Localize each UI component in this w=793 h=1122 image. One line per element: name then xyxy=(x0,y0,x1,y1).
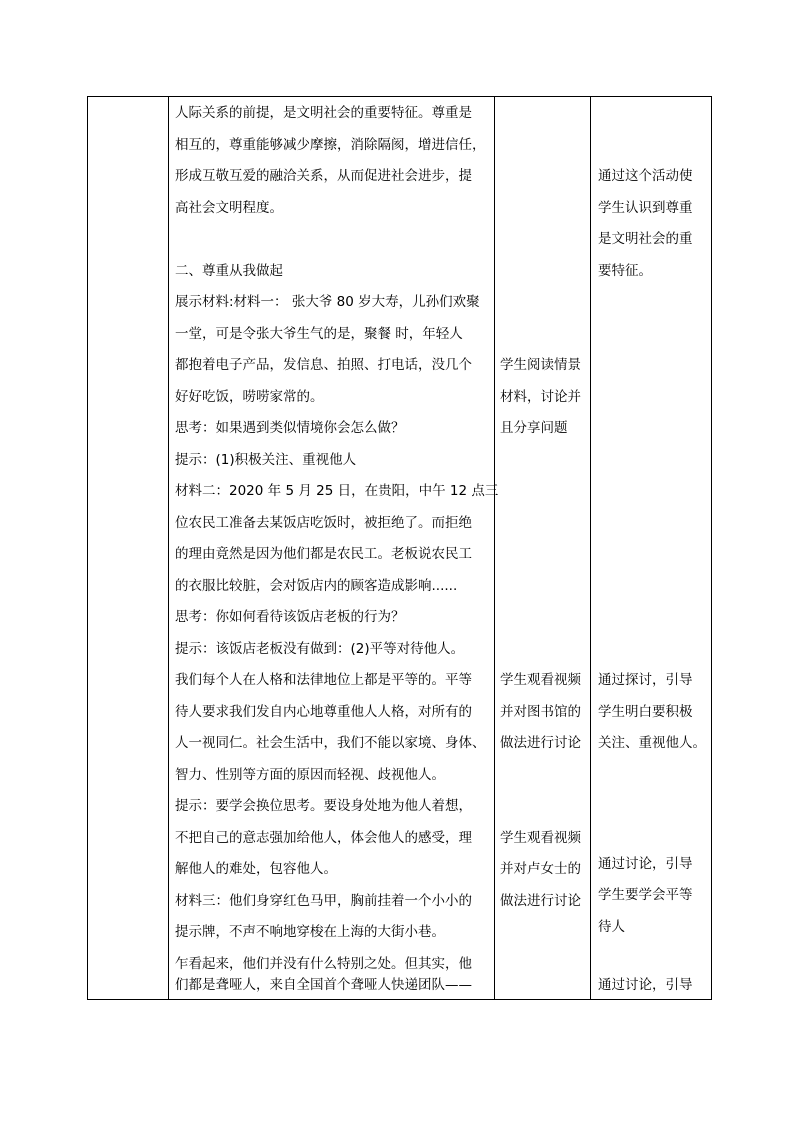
content-line: 提示：(1)积极关注、重视他人 xyxy=(175,452,357,468)
content-line: 材料三：他们身穿红色马甲，胸前挂着一个小小的 xyxy=(175,893,472,909)
intent-line: 学生明白要积极 xyxy=(598,704,693,720)
content-line: 高社会文明程度。 xyxy=(175,200,283,216)
intent-line: 通过讨论，引导 xyxy=(598,977,693,993)
intent-line: 学生认识到尊重 xyxy=(598,200,693,216)
activity-line: 并对图书馆的 xyxy=(500,704,581,720)
activity-line: 学生观看视频 xyxy=(500,830,581,846)
intent-line: 要特征。 xyxy=(598,263,652,279)
content-line: 人一视同仁。社会生活中，我们不能以家境、身体、 xyxy=(175,735,486,751)
content-line: 智力、性别等方面的原因而轻视、歧视他人。 xyxy=(175,767,445,783)
intent-line: 关注、重视他人。 xyxy=(598,735,706,751)
activity-line: 且分享问题 xyxy=(500,420,568,436)
content-line: 们都是聋哑人，来自全国首个聋哑人快递团队—— xyxy=(175,977,472,993)
content-line: 展示材料:材料一： 张大爷 80 岁大寿，儿孙们欢聚 xyxy=(175,294,480,310)
content-line: 人际关系的前提，是文明社会的重要特征。尊重是 xyxy=(175,105,472,121)
content-line: 乍看起来，他们并没有什么特别之处。但其实，他 xyxy=(175,956,472,972)
intent-line: 通过讨论，引导 xyxy=(598,856,693,872)
content-line: 思考：你如何看待该饭店老板的行为？ xyxy=(175,609,405,625)
content-line: 相互的，尊重能够减少摩擦，消除隔阂，增进信任， xyxy=(175,137,486,153)
activity-line: 材料，讨论并 xyxy=(500,389,581,405)
section-heading: 二、尊重从我做起 xyxy=(175,263,283,279)
activity-line: 做法进行讨论 xyxy=(500,893,581,909)
intent-line: 通过这个活动使 xyxy=(598,168,693,184)
activity-line: 学生观看视频 xyxy=(500,672,581,688)
lesson-plan-table xyxy=(87,96,712,1000)
activity-line: 并对卢女士的 xyxy=(500,861,581,877)
content-line: 位农民工准备去某饭店吃饭时，被拒绝了。而拒绝 xyxy=(175,515,472,531)
content-line: 都抱着电子产品，发信息、拍照、打电话，没几个 xyxy=(175,357,472,373)
content-line: 思考：如果遇到类似情境你会怎么做？ xyxy=(175,420,405,436)
content-line: 材料二：2020 年 5 月 25 日，在贵阳，中午 12 点三 xyxy=(175,483,499,499)
content-line: 提示牌，不声不响地穿梭在上海的大街小巷。 xyxy=(175,924,445,940)
blank-column-cell xyxy=(88,97,169,1000)
intent-line: 待人 xyxy=(598,919,625,935)
content-line: 提示：该饭店老板没有做到：(2)平等对待他人。 xyxy=(175,641,465,657)
content-line: 好好吃饭，唠唠家常的。 xyxy=(175,389,324,405)
content-line: 的衣服比较脏，会对饭店内的顾客造成影响...... xyxy=(175,578,458,594)
content-line: 形成互敬互爱的融洽关系，从而促进社会进步，提 xyxy=(175,168,472,184)
content-line: 一堂，可是令张大爷生气的是，聚餐 时，年轻人 xyxy=(175,326,463,342)
teaching-content-cell xyxy=(169,97,499,1000)
content-line: 解他人的难处，包容他人。 xyxy=(175,861,337,877)
content-line: 待人要求我们发自内心地尊重他人人格，对所有的 xyxy=(175,704,472,720)
content-line: 提示：要学会换位思考。要设身处地为他人着想， xyxy=(175,798,472,814)
content-line: 的理由竟然是因为他们都是农民工。老板说农民工 xyxy=(175,546,472,562)
design-intent-cell xyxy=(591,97,712,1000)
content-line: 不把自己的意志强加给他人，体会他人的感受，理 xyxy=(175,830,472,846)
activity-line: 做法进行讨论 xyxy=(500,735,581,751)
student-activity-cell xyxy=(495,97,591,1000)
intent-line: 是文明社会的重 xyxy=(598,231,693,247)
intent-line: 通过探讨，引导 xyxy=(598,672,693,688)
intent-line: 学生要学会平等 xyxy=(598,887,693,903)
content-line: 我们每个人在人格和法律地位上都是平等的。平等 xyxy=(175,672,472,688)
activity-line: 学生阅读情景 xyxy=(500,357,581,373)
